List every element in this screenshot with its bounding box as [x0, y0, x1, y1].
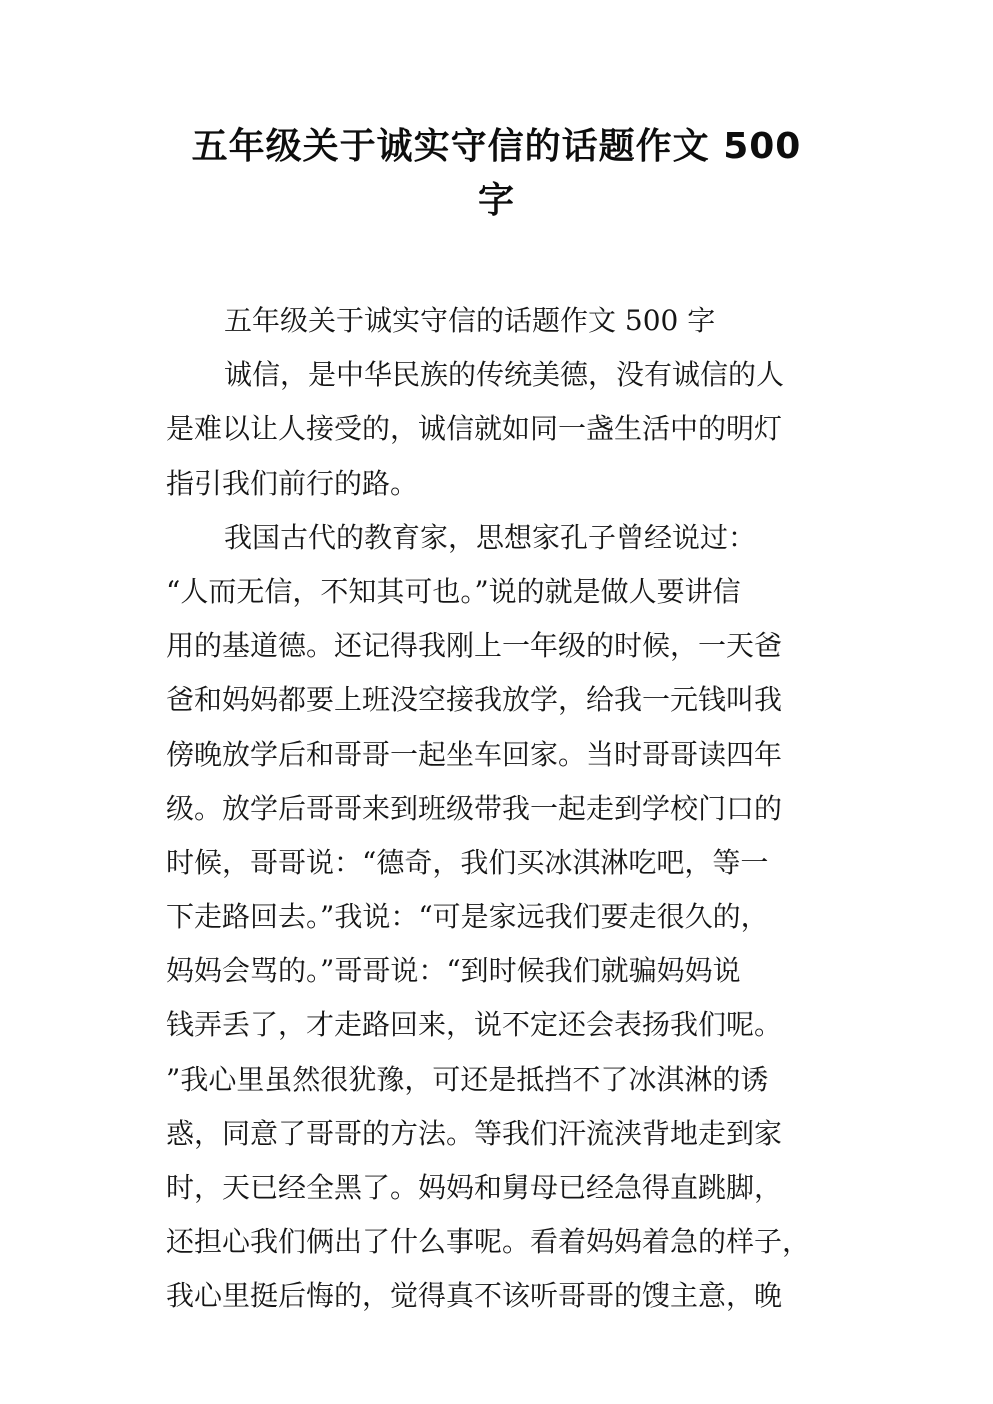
- text-line: 惑，同意了哥哥的方法。等我们汗流浃背地走到家: [166, 1116, 783, 1150]
- text-line: 时，天已经全黑了。妈妈和舅母已经急得直跳脚，: [166, 1171, 783, 1204]
- text-line: 傍晚放学后和哥哥一起坐车回家。当时哥哥读四年: [166, 737, 783, 771]
- text-line: 钱弄丢了，才走路回来，说不定还会表扬我们呢。: [166, 1008, 783, 1042]
- text-line: 还担心我们俩出了什么事呢。看着妈妈着急的样子，: [166, 1225, 811, 1259]
- title-line-2: 字: [477, 180, 515, 221]
- text-line: “人而无信，不知其可也。”说的就是做人要讲信: [166, 574, 741, 608]
- text-line: 是难以让人接受的，诚信就如同一盏生活中的明灯: [166, 412, 783, 446]
- text-line: 我心里挺后悔的，觉得真不该听哥哥的馊主意，晚: [166, 1279, 783, 1313]
- text-line: ”我心里虽然很犹豫，可还是抵挡不了冰淇淋的诱: [166, 1062, 769, 1096]
- text-line: 下走路回去。”我说：“可是家远我们要走很久的，: [166, 900, 769, 934]
- title-line-1: 五年级关于诚实守信的话题作文 500: [191, 126, 802, 167]
- text-line: 时候，哥哥说：“德奇，我们买冰淇淋吃吧，等一: [166, 845, 769, 879]
- text-line: 妈妈会骂的。”哥哥说：“到时候我们就骗妈妈说: [166, 954, 741, 988]
- text-line: 爸和妈妈都要上班没空接我放学，给我一元钱叫我: [166, 683, 783, 717]
- text-line: 我国古代的教育家，思想家孔子曾经说过：: [224, 520, 757, 554]
- text-line: 级。放学后哥哥来到班级带我一起走到学校门口的: [166, 791, 783, 825]
- document-title: [150, 120, 843, 228]
- document-body: [166, 294, 846, 1324]
- text-line: 用的基道德。还记得我刚上一年级的时候，一天爸: [166, 629, 783, 663]
- text-line: 指引我们前行的路。: [166, 466, 419, 500]
- text-line-heading: 五年级关于诚实守信的话题作文 500 字: [224, 304, 716, 337]
- text-line: 诚信，是中华民族的传统美德，没有诚信的人: [224, 358, 785, 392]
